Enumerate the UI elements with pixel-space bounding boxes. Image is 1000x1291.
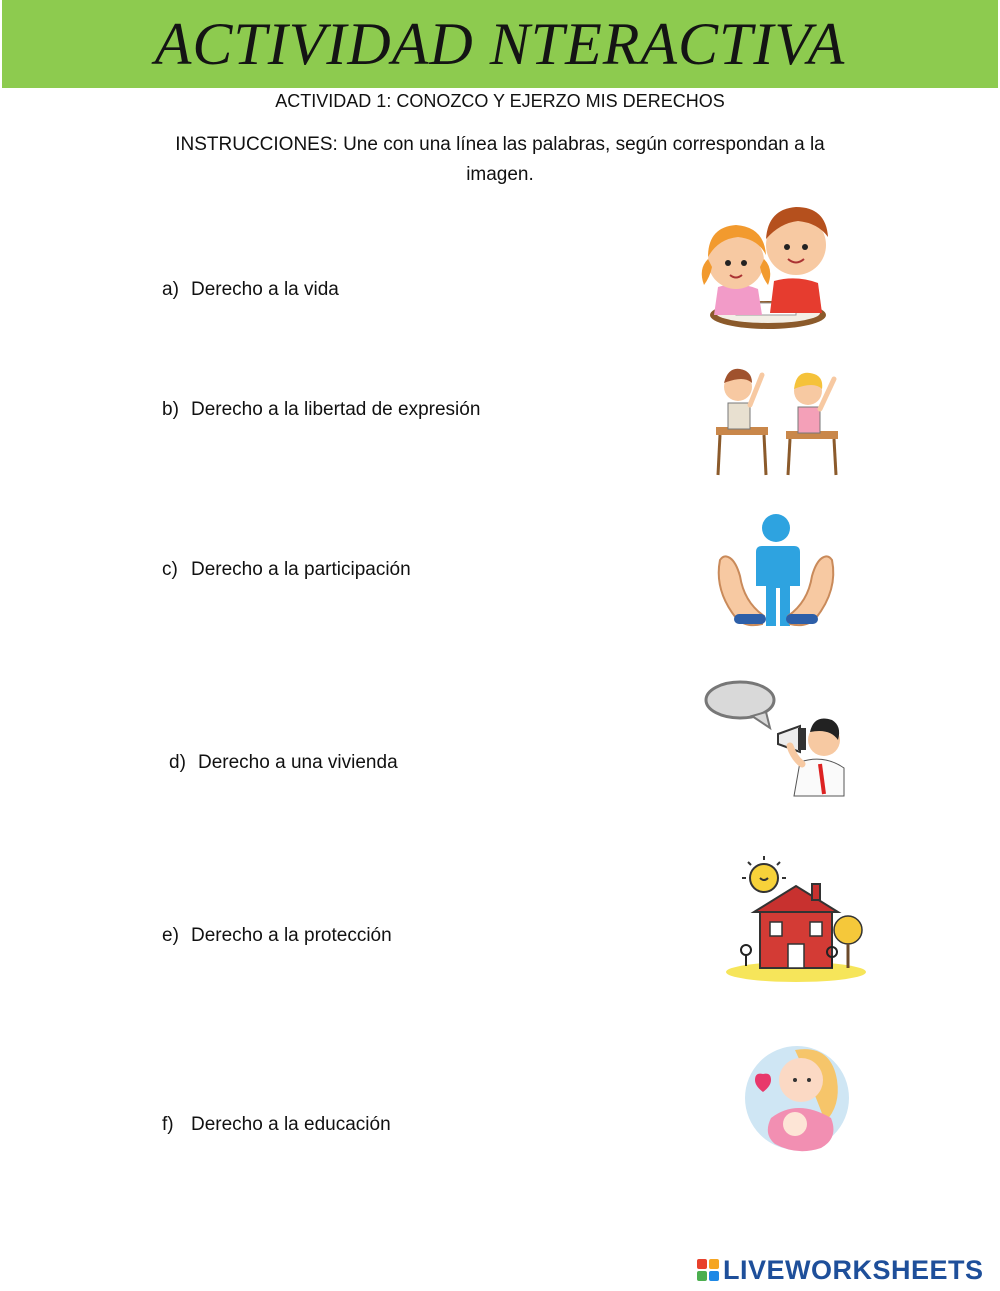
item-letter: e) [162,925,179,946]
item-letter: c) [162,559,178,580]
item-c[interactable] [162,557,411,583]
logo-mark-square [709,1271,719,1281]
item-letter: a) [162,279,179,300]
item-label: Derecho a la libertad de expresión [191,399,481,420]
house-family-icon[interactable] [724,852,874,984]
instructions-text: INSTRUCCIONES: Une con una línea las palabras, según correspondan a la imagen. [175,134,825,185]
logo-mark-square [697,1259,707,1269]
item-label: Derecho a la educación [191,1114,391,1135]
logo-text: LIVEWORKSHEETS [723,1254,984,1285]
item-label: Derecho a la vida [191,279,339,300]
logo-mark-square [697,1271,707,1281]
hands-protecting-person-icon[interactable] [712,510,840,636]
item-f[interactable] [162,1112,391,1138]
children-studying-icon[interactable] [696,203,838,331]
item-letter: d) [169,752,186,773]
item-label: Derecho a la participación [191,559,411,580]
logo-mark-icon [697,1259,719,1281]
mother-baby-icon[interactable] [741,1040,853,1152]
liveworksheets-logo[interactable] [697,1253,984,1287]
item-a[interactable] [162,277,339,303]
item-letter: b) [162,399,179,420]
item-e[interactable] [162,923,392,949]
item-label: Derecho a una vivienda [198,752,398,773]
item-d[interactable] [169,750,398,776]
item-letter: f) [162,1114,174,1135]
activity-subtitle: ACTIVIDAD 1: CONOZCO Y EJERZO MIS DERECHOS [275,91,725,111]
item-b[interactable] [162,397,480,423]
students-raising-hands-icon[interactable] [710,363,850,481]
item-label: Derecho a la protección [191,925,392,946]
man-megaphone-icon[interactable] [700,676,852,800]
title-banner [2,0,998,88]
logo-mark-square [709,1259,719,1269]
page-title: ACTIVIDAD NTERACTIVA [154,11,846,77]
